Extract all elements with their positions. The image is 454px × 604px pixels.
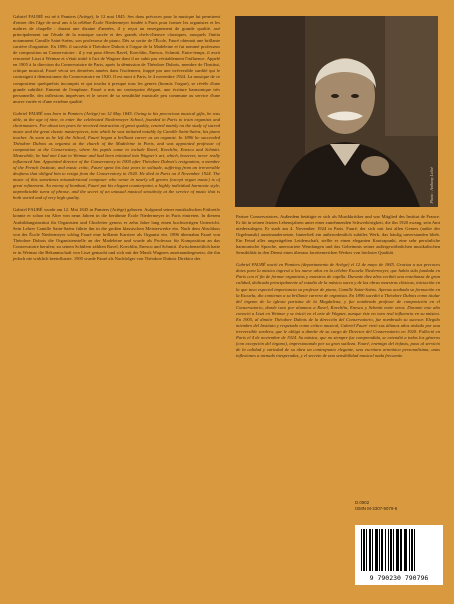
biography-french: Gabriel FAURÉ est né à Pamiers (Ariège), le 12 mai 1845. Ses dons précoces pour la musique lui permirent d'entrer dès l'âge de neuf ans à la célèbre École Niedermeyer fondée à Paris pour former les organistes et les maîtres de chapelle : durant une dizaine d'années, il y reçut un enseignement de grande qualité, axé principalement sur l'étude de la musique sacrée et des grands chefs-d'œuvre classiques, auxquels l'initia notamment Camille Saint-Saëns, son professeur de piano. Dès sa sortie de l'École, Fauré obtenait une brillante carrière d'organiste. En 1896, il succéda à Théodore Dubois à l'orgue de la Madeleine et fut nommé professeur de composition au Conservatoire : il y eut pour élèves Ravel, Koechlin, Enescu, Schmitt. Entre-temps, il avait rencontré Liszt à Weimar et s'était initié à l'art de Wagner dont il ne subit pas véritablement l'influence. Appelé en 1905 à la direction du Conservatoire de Paris, après la démission de Théodore Dubois, membre de l'Institut, critique musical, Fauré vécut ses dernières années dans l'isolement, frappé par une irréversible surdité qui le contraignit à démissionner du Conservatoire en 1920. Il est mort à Paris, le 4 novembre 1924. La musique de ce compositeur quelquefois incompris et qui toucha à presque tous les genres (hormis l'orgue), se révèle d'une grande subtilité. Ennemi de l'emphase, Fauré a mis un contrepoint élégant, une écriture harmonique très personnelle, des inflexions imprévues et le secret de sa sensibilité musicale peu commune au service d'une œuvre variée et d'une extrême qualité. [13, 14, 220, 104]
biography-german-part-2: Pariser Conservatoires. Außerdem betätigte er sich als Musikkritiker und war Mitglied des Institut de France. Er litt in seinen letzten Lebensjahren unter einer zunehmenden Schwerhörigkeit, die ihn 1920 zwang, sein Amt niederzulegen. Er starb am 4. November 1924 in Paris. Fauré, der sich mit fast allen Genres (außer der Orgelmusik) auseinandersetzte, hinterließ ein außerordentlich subtiles Werk, das häufig unverstanden blieb. Ein Feind aller ungezügelten Leidenschaft, stellte er einen eleganten Kontrapunkt, eine sehr persönliche harmonische Sprache, unerwartete Wendungen und das Geheimnis seiner außergewöhnlichen musikalischen Sensibilität in den Dienst eines überaus facettenreichen Werkes von höchster Qualität. [236, 214, 440, 256]
catalog-number: D.0902 [355, 500, 370, 505]
catalog-codes [355, 500, 445, 512]
biography-german-part-1: Gabriel FAURÉ wurde am 12. Mai 1845 in Pamiers (Ariège) geboren. Aufgrund seiner musikalischen Frühreife konnte er schon im Alter von neun Jahren in die berühmte École Niedermeyer in Paris eintreten. In diesem Ausbildungsinstitut für Organisten und Chorleiter genoss er zehn Jahre lang einen hochwertigen Unterricht. Sein Lehrer Camille Saint-Saëns führte ihn in die großen klassischen Meisterwerke ein. Nach dem Abschluss von der École Niedermeyer schlug Fauré eine brillante Karriere als Organist ein. 1896 übernahm Fauré von Théodore Dubois die Organistenstelle an der Madeleine und wurde als Professor für Komposition an das Conservatoire berufen; zu seinen Schülern zählten Ravel, Koechlin, Enescu und Schmitt. Zwischenzeitlich hatte er in Weimar die Bekanntschaft von Liszt gemacht und sich mit der Musik Wagners auseinandergesetzt, die ihn jedoch nie wirklich beeinflusste. 1905 wurde Fauré als Nachfolger von Théodore Dubois Direktor des [13, 207, 220, 261]
barcode-digits: 9 790230 790796 [369, 574, 429, 582]
portrait-image [235, 16, 438, 207]
biography-english: Gabriel FAURÉ was born in Pamiers (Ariège) on 12 May 1845. Owing to his precocious musical gifts, he was able, at the age of nine, to enter the celebrated Niedermeyer School, founded in Paris to train organists and choirmasters. For about ten years he received instruction of great quality, centred mainly on the study of sacred music and the great classic masterpieces, into which he was initiated notably by Camille Saint-Saëns, his piano teacher. As soon as he left the School, Fauré began a brilliant career as an organist. In 1896 he succeeded Théodore Dubois as organist at the church of the Madeleine in Paris, and was appointed professor of composition at the Conservatory, where his pupils came to include Ravel, Koechlin, Enescu and Schmitt. Meanwhile, he had met Liszt in Weimar and had been initiated into Wagner's art, which, however, never really influenced him. Appointed director of the Conservatory in 1905 after Théodore Dubois's resignation, a member of the French Institute, and music critic, Fauré spent his last years in solitude, suffering from an irreversible deafness that obliged him to resign from the Conservatory in 1920. He died in Paris on 4 November 1924. The music of this sometimes misunderstood composer who wrote in nearly all genres (except organ music) is of great refinement. An enemy of bombast, Fauré put his elegant counterpoint, a highly individual harmonic style, unpredictable turns of phrase, and the secret of an unusual musical sensitivity at the service of music that is both varied and of very high quality. [13, 110, 220, 201]
barcode [355, 525, 443, 585]
barcode-bars [361, 529, 437, 571]
biography-spanish: Gabriel FAURÉ nació en Pamiers (departamento de Ariège) el 12 de mayo de 1845. Gracias a sus precoces dotes para la música ingresó a los nueve años en la célebre Escuela Niedermeyer, que había sido fundada en París con el fin de formar organistas y maestros de capilla. Durante diez años recibió una enseñanza de gran calidad, dedicada principalmente al estudio de la música sacra y de las obras maestras clásicas, iniciación en la que tuvo especial importancia su profesor de piano, Camille Saint-Saëns. Apenas acabada su formación en la Escuela, dio comienzo a su brillante carrera de organista. En 1896 sucedió a Théodore Dubois como titular del órgano de la iglesia parisina de la Magdalena, y fue nombrado profesor de composición en el Conservatorio, donde tuvo por alumnos a Ravel, Koechlin, Enescu y Schmitt entre otros. Durante este año conoció a Liszt en Weimar y se inició en el arte de Wagner, aunque éste no tuvo real influencia en su música. En 1905, al dimitir Théodore Dubois de la dirección del Conservatorio, fue nombrado su sucesor. Elegido miembro del Instituto y respetado como crítico musical, Gabriel Fauré vivió sus últimos años aislado por una irreversible sordera, que le obligó a dimitir de su cargo de Director del Conservatorio en 1920. Falleció en París el 4 de noviembre de 1924. Su música, que no siempre fue comprendida, se extendió a todos los géneros (con excepción del órgano), impresionando por su gran sutileza. Fauré, enemigo del énfasis, puso al servicio de la calidad y variedad de su obra un contrapunto elegante, una escritura armónica personalísima, unas inflexiones a menudo inesperadas, y el secreto de una sensibilidad musical nada frecuente. [236, 262, 440, 359]
text-column-left [13, 14, 220, 268]
ismn-number: ISMN M-2307-9079-6 [355, 506, 398, 511]
photo-credit: Photo : Anthony Lolité [429, 166, 434, 203]
text-column-right [236, 214, 440, 365]
portrait-photo [235, 16, 438, 207]
